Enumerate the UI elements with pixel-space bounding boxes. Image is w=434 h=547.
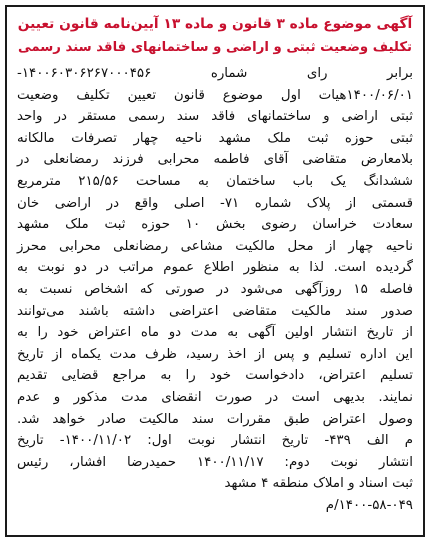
notice-body-line: فاصله ۱۵ روزآگهی می‌شود در صورتی که اشخاص نسبت به [17,281,413,297]
notice-body-line: سعادت خراسان رضوی بخش ۱۰ حوزه ثبت ملک مشهد [17,217,413,233]
notice-body-line: ثبت اسناد و املاک منطقه ۴ مشهد [224,476,413,492]
notice-body-line: برابر رای شماره ۱۴۰۰۶۰۳۰۶۲۶۷۰۰۰۴۵۶- [17,66,413,81]
notice-frame [5,5,425,537]
notice-title-line-1: آگهی موضوع ماده ۳ قانون و ماده ۱۳ آیین‌نامه قانون تعیین [17,16,413,32]
notice-body [17,63,413,516]
notice-body-line: صدور سند مالکیت متقاضی اعتراضی داشته باشند می‌توانند [17,303,413,319]
notice-body-line: وصول اعتراض طبق مقررات سند مالکیت صادر خواهد شد. [17,411,413,427]
notice-reference-code: ۱۴۰۰-۵۸-۰۴۹/م [325,497,413,513]
notice-body-line: ناحیه چهار از محل مالکیت مشاعی رمضانعلی محرابی محرز [17,238,413,254]
notice-body-line: ثبتی حوزه ثبت ملک مشهد ناحیه چهار تصرفات مالکانه [17,130,413,146]
notice-body-line: تسلیم اعتراض، دادخواست خود را به مراجع قضایی تقدیم [17,368,413,384]
notice-body-line: این اداره تسلیم و پس از اخذ رسید، ظرف مدت یکماه از تاریخ [17,346,413,362]
notice-body-line: قسمتی از پلاک شماره ۷۱- اصلی واقع در اراضی خان [17,195,413,211]
notice-body-line: از تاریخ انتشار اولین آگهی به مدت دو ماه اعتراض خود را به [17,325,413,341]
notice-body-line: بلامعارض متقاضی آقای فاطمه محرابی فرزند رمضانعلی در [17,152,413,168]
notice-body-line: م الف ۴۳۹- تاریخ انتشار نوبت اول: ۱۴۰۰/۱۱/۰۲- تاریخ [17,433,414,449]
notice-body-line: گردیده است. لذا به منظور اطلاع عموم مراتب در دو نوبت به [17,260,413,276]
notice-body-line: نمایند. بدیهی است در صورت انقضای مدت مذکور و عدم [17,389,413,405]
notice-body-line: ۱۴۰۰/۰۶/۰۱هیات اول موضوع قانون تعیین تکلیف وضعیت [17,87,413,103]
notice-title-line-2: تکلیف وضعیت ثبتی و اراضی و ساختمانهای فاقد سند رسمی [17,40,413,55]
notice-body-line: ثبتی اراضی و ساختمانهای فاقد سند رسمی مستقر در واحد [17,109,413,125]
notice-body-line: ششدانگ یک باب ساختمان به مساحت ۲۱۵/۵۶ مترمربع [17,173,413,189]
notice-body-line: انتشار نوبت دوم: ۱۴۰۰/۱۱/۱۷ حمیدرضا افشار، رئیس [17,454,413,470]
notice-title [15,13,415,59]
